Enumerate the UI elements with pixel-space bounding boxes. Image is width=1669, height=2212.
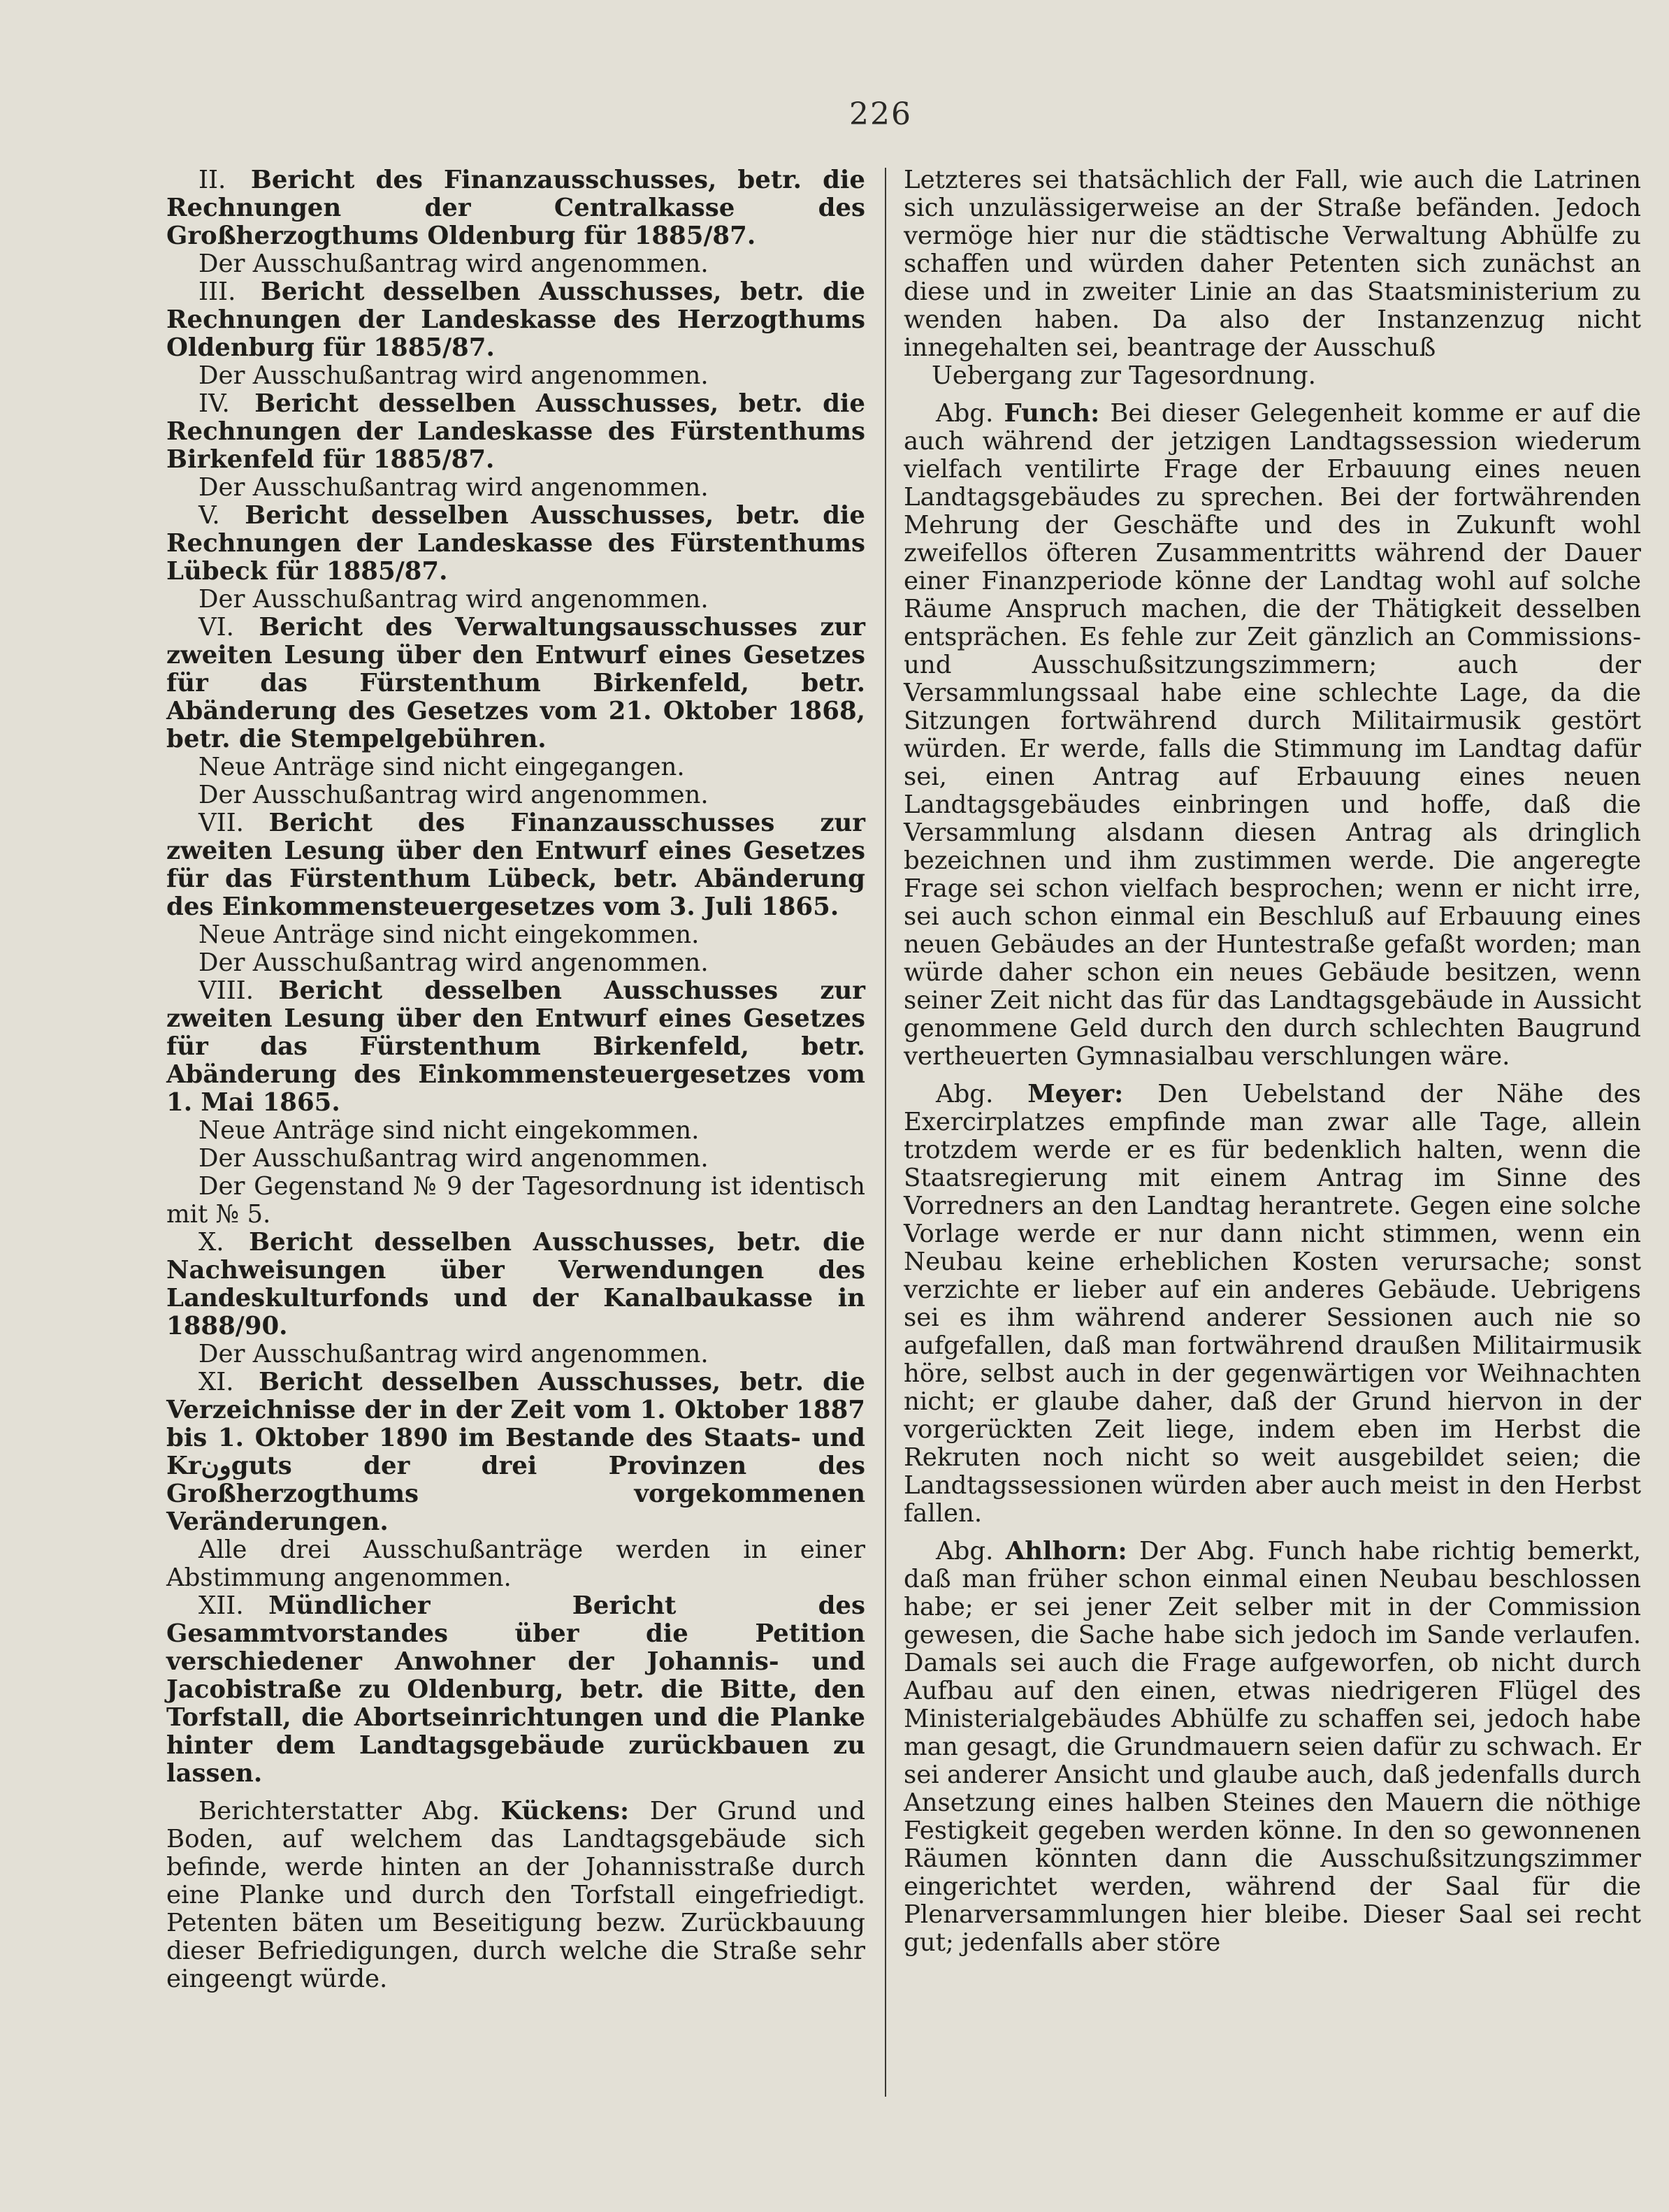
agenda-item xyxy=(166,502,865,586)
paragraph xyxy=(166,949,865,977)
speaker-name: Ahlhorn: xyxy=(1005,1537,1127,1566)
paragraph-text: Der Ausschußantrag wird angenommen. xyxy=(198,585,709,614)
speech-paragraph xyxy=(904,400,1641,1071)
speaker-prefix: Abg. xyxy=(936,1537,994,1566)
item-number: III. xyxy=(198,277,236,306)
item-heading: Bericht des Verwaltungsausschusses zur zweiten Lesung über den Entwurf eines Gesetzes für das Fürstenthum Birkenfeld, betr. Abänderung des Gesetzes vom 21. Oktober 1868, betr. die Stempelgebühren. xyxy=(166,613,865,753)
speaker-name: Meyer: xyxy=(1027,1080,1124,1108)
speaker-name: Funch: xyxy=(1004,399,1100,428)
paragraph xyxy=(166,1117,865,1145)
item-number: IV. xyxy=(198,389,230,418)
item-number: V. xyxy=(198,501,220,530)
item-heading: Bericht desselben Ausschusses, betr. die Verzeichnisse der in der Zeit vom 1. Oktober 1887 bis 1. Oktober 1890 im Bestande des Staats- und Krونguts der drei Provinzen des Großherzogthums vorgekommenen Veränderungen. xyxy=(166,1368,865,1536)
speech-text: Der Abg. Funch habe richtig bemerkt, daß man früher schon einmal einen Neubau beschlossen habe; er sei jener Zeit selber mit in der Commission gewesen, die Sache habe sich jedoch im Sande verlaufen. Damals sei auch die Frage aufgeworfen, ob nicht durch Aufbau auf den einen, etwas niedrigeren Flügel des Ministerialgebäudes Abhülfe zu schaffen sei, jedoch habe man gesagt, die Grundmauern seien dafür zu schwach. Er sei anderer Ansicht und glaube auch, daß jedenfalls durch Ansetzung eines halben Steines den Mauern die nöthige Festigkeit gegeben werden könne. In den so gewonnenen Räumen könnten dann die Ausschußsitzungszimmer eingerichtet werden, während der Saal für die Plenarversammlungen hier bleibe. Dieser Saal sei recht gut; jedenfalls aber störe xyxy=(904,1537,1641,1957)
paragraph-text: Der Ausschußantrag wird angenommen. xyxy=(198,361,709,390)
item-heading: Bericht desselben Ausschusses, betr. die Rechnungen der Landeskasse des Fürstenthums Birkenfeld für 1885/87. xyxy=(166,389,865,474)
item-number: X. xyxy=(198,1228,224,1257)
agenda-item xyxy=(166,1592,865,1788)
paragraph xyxy=(166,1173,865,1229)
agenda-item xyxy=(166,166,865,250)
item-heading: Bericht des Finanzausschusses zur zweiten Lesung über den Entwurf eines Gesetzes für das Fürstenthum Lübeck, betr. Abänderung des Einkommensteuergesetzes vom 3. Juli 1865. xyxy=(166,809,865,921)
agenda-item xyxy=(166,390,865,474)
item-heading: Bericht desselben Ausschusses, betr. die Rechnungen der Landeskasse des Herzogthums Oldenburg für 1885/87. xyxy=(166,277,865,362)
paragraph-text: Der Ausschußantrag wird angenommen. xyxy=(198,473,709,502)
motion-text: Uebergang zur Tagesordnung. xyxy=(932,361,1316,390)
item-heading: Bericht desselben Ausschusses, betr. die Nachweisungen über Verwendungen des Landeskulturfonds und der Kanalbaukasse in 1888/90. xyxy=(166,1228,865,1340)
column-divider xyxy=(885,168,886,2097)
agenda-item xyxy=(166,977,865,1117)
paragraph-text: Der Ausschußantrag wird angenommen. xyxy=(198,1144,709,1173)
agenda-item xyxy=(166,614,865,753)
paragraph-text: Alle drei Ausschußanträge werden in einer Abstimmung angenommen. xyxy=(166,1535,865,1592)
speech-text: Bei dieser Gelegenheit komme er auf die auch während der jetzigen Landtagssession wiederum vielfach ventilirte Frage der Erbauung eines neuen Landtagsgebäudes zu sprechen. Bei der fortwährenden Mehrung der Geschäfte und des in Zukunft wohl zweifellos öfteren Zusammentritts während der Dauer einer Finanzperiode könne der Landtag wohl auf solche Räume Anspruch machen, die der Thätigkeit desselben entsprächen. Es fehle zur Zeit gänzlich an Commissions- und Ausschußsitzungszimmern; auch der Versammlungssaal habe eine schlechte Lage, da die Sitzungen fortwährend durch Militairmusik gestört würden. Er werde, falls die Stimmung im Landtag dafür sei, einen Antrag auf Erbauung eines neuen Landtagsgebäudes einbringen und hoffe, daß die Versammlung alsdann diesen Antrag als dringlich bezeichnen und ihm zustimmen werde. Die angeregte Frage sei schon vielfach besprochen; wenn er nicht irre, sei auch schon einmal ein Beschluß auf Erbauung eines neuen Gebäudes an der Huntestraße gefaßt worden; man würde daher schon ein neues Gebäude besitzen, wenn seiner Zeit nicht das für das Landtagsgebäude in Aussicht genommene Geld durch den durch schlechten Baugrund vertheuerten Gymnasialbau verschlungen wäre. xyxy=(904,399,1641,1071)
item-number: VIII. xyxy=(198,976,254,1005)
item-heading: Mündlicher Bericht des Gesammtvorstandes über die Petition verschiedener Anwohner der Johannis- und Jacobistraße zu Oldenburg, betr. die Bitte, den Torfstall, die Abortseinrichtungen und die Planke hinter dem Landtagsgebäude zurückbauen zu lassen. xyxy=(166,1591,865,1788)
agenda-item xyxy=(166,278,865,362)
item-number: VII. xyxy=(198,809,244,837)
item-heading: Bericht desselben Ausschusses zur zweiten Lesung über den Entwurf eines Gesetzes für das Fürstenthum Birkenfeld, betr. Abänderung des Einkommensteuergesetzes vom 1. Mai 1865. xyxy=(166,976,865,1117)
item-number: VI. xyxy=(198,613,234,642)
agenda-item xyxy=(166,1229,865,1340)
paragraph xyxy=(166,1340,865,1368)
left-column xyxy=(166,166,865,1993)
agenda-item xyxy=(166,1368,865,1536)
paragraph-text: Neue Anträge sind nicht eingekommen. xyxy=(198,1116,700,1145)
motion-line xyxy=(904,362,1641,390)
item-number: II. xyxy=(198,166,226,194)
speaker-prefix: Abg. xyxy=(936,1080,994,1108)
paragraph xyxy=(166,1536,865,1592)
item-heading: Bericht desselben Ausschusses, betr. die Rechnungen der Landeskasse des Fürstenthums Lübeck für 1885/87. xyxy=(166,501,865,586)
paragraph-text: Der Ausschußantrag wird angenommen. xyxy=(198,1340,709,1368)
page-number: 226 xyxy=(849,96,912,132)
paragraph xyxy=(904,166,1641,362)
speech-paragraph xyxy=(904,1538,1641,1957)
paragraph xyxy=(166,474,865,502)
speech-paragraph xyxy=(904,1080,1641,1528)
speech-paragraph xyxy=(166,1798,865,1993)
paragraph-text: Der Ausschußantrag wird angenommen. xyxy=(198,948,709,977)
item-number: XI. xyxy=(198,1368,234,1396)
paragraph xyxy=(166,781,865,809)
speech-text: Der Grund und Boden, auf welchem das Landtagsgebäude sich befinde, werde hinten an der Johannisstraße durch eine Planke und durch den Torfstall eingefriedigt. Petenten bäten um Beseitigung bezw. Zurückbauung dieser Befriedigungen, durch welche die Straße sehr eingeengt würde. xyxy=(166,1797,866,1993)
speaker-name: Kückens: xyxy=(500,1797,630,1826)
paragraph xyxy=(166,362,865,390)
right-column xyxy=(904,166,1641,1957)
paragraph-text: Der Ausschußantrag wird angenommen. xyxy=(198,250,709,278)
paragraph xyxy=(166,250,865,278)
speaker-prefix: Abg. xyxy=(936,399,994,428)
paragraph-text: Der Ausschußantrag wird angenommen. xyxy=(198,781,709,809)
paragraph xyxy=(166,1145,865,1173)
speaker-prefix: Berichterstatter Abg. xyxy=(198,1797,480,1826)
paragraph-text: Der Gegenstand № 9 der Tagesordnung ist identisch mit № 5. xyxy=(166,1172,865,1229)
paragraph-text: Neue Anträge sind nicht eingegangen. xyxy=(198,753,685,781)
paragraph xyxy=(166,753,865,781)
item-heading: Bericht des Finanzausschusses, betr. die Rechnungen der Centralkasse des Großherzogthums Oldenburg für 1885/87. xyxy=(166,166,865,250)
paragraph xyxy=(166,921,865,949)
paragraph-text: Neue Anträge sind nicht eingekommen. xyxy=(198,920,700,949)
paragraph-text: Letzteres sei thatsächlich der Fall, wie auch die Latrinen sich unzulässigerweise an der Straße befänden. Jedoch vermöge hier nur die städtische Verwaltung Abhülfe zu schaffen und würden daher Petenten sich zunächst an diese und in zweiter Linie an das Staatsministerium zu wenden haben. Da also der Instanzenzug nicht innegehalten sei, beantrage der Ausschuß xyxy=(904,166,1641,362)
agenda-item xyxy=(166,809,865,921)
paragraph xyxy=(166,586,865,614)
item-number: XII. xyxy=(198,1591,244,1620)
speech-text: Den Uebelstand der Nähe des Exercirplatzes empfinde man zwar alle Tage, allein trotzdem werde er es für bedenklich halten, wenn die Staatsregierung mit einem Antrag im Sinne des Vorredners an den Landtag herantrete. Gegen eine solche Vorlage werde er nur dann nicht stimmen, wenn ein Neubau keine erheblichen Kosten verursache; sonst verzichte er lieber auf ein anderes Gebäude. Uebrigens sei es ihm während anderer Sessionen auch nie so aufgefallen, daß man fortwährend draußen Militairmusik höre, selbst auch in der gegenwärtigen vor Weihnachten nicht; er glaube daher, daß der Grund hiervon in der vorgerückten Zeit liege, indem eben im Herbst die Rekruten noch nicht so weit ausgebildet seien; die Landtagssessionen würden aber auch meist in den Herbst fallen. xyxy=(904,1080,1641,1528)
